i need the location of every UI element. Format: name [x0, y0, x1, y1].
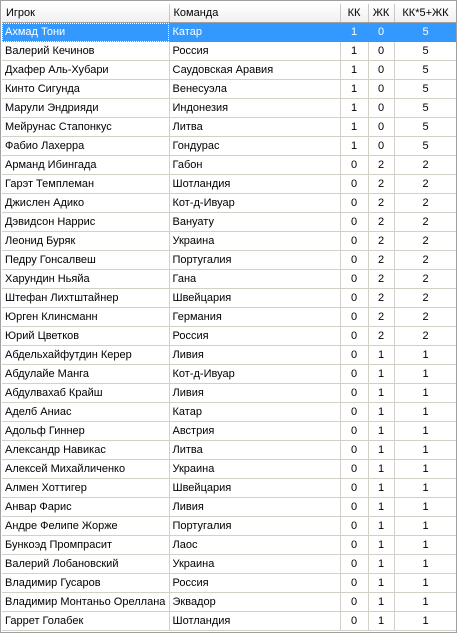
table-row[interactable] [2, 460, 457, 479]
yellow-cards-cell[interactable]: 2 [368, 194, 394, 213]
team-cell[interactable]: Германия [169, 308, 340, 327]
table-row[interactable] [2, 441, 457, 460]
team-cell[interactable]: Катар [169, 403, 340, 422]
yellow-cards-cell[interactable]: 2 [368, 213, 394, 232]
red-cards-cell[interactable]: 0 [340, 574, 368, 593]
player-name-cell[interactable]: Ахмад Тони [2, 23, 169, 42]
team-cell[interactable]: Кот-д-Ивуар [169, 194, 340, 213]
yellow-cards-cell[interactable]: 0 [368, 118, 394, 137]
team-cell[interactable]: Шотландия [169, 175, 340, 194]
player-name-cell[interactable]: Дэвидсон Наррис [2, 213, 169, 232]
table-row[interactable] [2, 61, 457, 80]
team-cell[interactable]: Вануату [169, 213, 340, 232]
yellow-cards-cell[interactable]: 0 [368, 42, 394, 61]
table-row[interactable] [2, 574, 457, 593]
red-cards-cell[interactable]: 0 [340, 232, 368, 251]
score-cell[interactable]: 5 [394, 23, 457, 42]
team-cell[interactable]: Ливия [169, 346, 340, 365]
table-row[interactable] [2, 80, 457, 99]
team-cell[interactable]: Швейцария [169, 289, 340, 308]
player-name-cell[interactable]: Штефан Лихтштайнер [2, 289, 169, 308]
red-cards-cell[interactable]: 1 [340, 137, 368, 156]
red-cards-cell[interactable]: 0 [340, 593, 368, 612]
player-name-cell[interactable]: Валерий Лобановский [2, 555, 169, 574]
red-cards-cell[interactable]: 0 [340, 175, 368, 194]
score-cell[interactable]: 2 [394, 213, 457, 232]
player-name-cell[interactable]: Леонид Буряк [2, 232, 169, 251]
team-cell[interactable]: Россия [169, 327, 340, 346]
table-row[interactable] [2, 555, 457, 574]
score-cell[interactable]: 1 [394, 384, 457, 403]
player-name-cell[interactable]: Владимир Монтаньо Ореллана [2, 593, 169, 612]
red-cards-cell[interactable]: 0 [340, 251, 368, 270]
player-name-cell[interactable]: Владимир Гусаров [2, 574, 169, 593]
team-cell[interactable]: Шотландия [169, 612, 340, 631]
red-cards-cell[interactable]: 0 [340, 346, 368, 365]
yellow-cards-cell[interactable]: 2 [368, 251, 394, 270]
team-cell[interactable]: Украина [169, 460, 340, 479]
yellow-cards-cell[interactable]: 1 [368, 479, 394, 498]
score-cell[interactable]: 1 [394, 593, 457, 612]
score-cell[interactable]: 2 [394, 289, 457, 308]
table-row[interactable] [2, 175, 457, 194]
table-row[interactable] [2, 99, 457, 118]
table-row[interactable] [2, 536, 457, 555]
yellow-cards-cell[interactable]: 0 [368, 61, 394, 80]
yellow-cards-cell[interactable]: 0 [368, 137, 394, 156]
red-cards-cell[interactable]: 0 [340, 555, 368, 574]
table-row[interactable] [2, 289, 457, 308]
score-cell[interactable]: 5 [394, 137, 457, 156]
red-cards-cell[interactable]: 0 [340, 536, 368, 555]
red-cards-cell[interactable]: 1 [340, 61, 368, 80]
player-name-cell[interactable]: Алмен Хоттигер [2, 479, 169, 498]
score-cell[interactable]: 1 [394, 403, 457, 422]
score-cell[interactable]: 2 [394, 175, 457, 194]
column-header-player[interactable]: Игрок [2, 4, 169, 23]
red-cards-cell[interactable]: 0 [340, 289, 368, 308]
yellow-cards-cell[interactable]: 1 [368, 593, 394, 612]
red-cards-cell[interactable]: 0 [340, 460, 368, 479]
score-cell[interactable]: 1 [394, 422, 457, 441]
yellow-cards-cell[interactable]: 2 [368, 270, 394, 289]
column-header-score[interactable]: КК*5+ЖК [394, 4, 457, 23]
score-cell[interactable]: 5 [394, 118, 457, 137]
table-row[interactable] [2, 137, 457, 156]
score-cell[interactable]: 2 [394, 194, 457, 213]
score-cell[interactable]: 1 [394, 441, 457, 460]
player-name-cell[interactable]: Гаррет Голабек [2, 612, 169, 631]
score-cell[interactable]: 5 [394, 80, 457, 99]
score-cell[interactable]: 1 [394, 346, 457, 365]
table-row[interactable] [2, 308, 457, 327]
table-row[interactable] [2, 232, 457, 251]
yellow-cards-cell[interactable]: 1 [368, 460, 394, 479]
player-name-cell[interactable]: Мейрунас Стапонкус [2, 118, 169, 137]
header-row [2, 4, 457, 23]
table-row[interactable] [2, 517, 457, 536]
table-row[interactable] [2, 593, 457, 612]
yellow-cards-cell[interactable]: 0 [368, 80, 394, 99]
column-header-red-cards[interactable]: КК [340, 4, 368, 23]
red-cards-cell[interactable]: 0 [340, 327, 368, 346]
score-cell[interactable]: 2 [394, 232, 457, 251]
yellow-cards-cell[interactable]: 2 [368, 175, 394, 194]
yellow-cards-cell[interactable]: 1 [368, 574, 394, 593]
red-cards-cell[interactable]: 0 [340, 612, 368, 631]
score-cell[interactable]: 2 [394, 327, 457, 346]
player-name-cell[interactable]: Педру Гонсалвеш [2, 251, 169, 270]
red-cards-cell[interactable]: 0 [340, 498, 368, 517]
score-cell[interactable]: 1 [394, 517, 457, 536]
score-cell[interactable]: 1 [394, 574, 457, 593]
team-cell[interactable]: Ливия [169, 498, 340, 517]
player-name-cell[interactable]: Аделб Аниас [2, 403, 169, 422]
player-name-cell[interactable]: Кинто Сигунда [2, 80, 169, 99]
team-cell[interactable]: Саудовская Аравия [169, 61, 340, 80]
score-cell[interactable]: 5 [394, 61, 457, 80]
player-name-cell[interactable]: Андре Фелипе Жорже [2, 517, 169, 536]
yellow-cards-cell[interactable]: 2 [368, 308, 394, 327]
red-cards-cell[interactable]: 1 [340, 118, 368, 137]
red-cards-cell[interactable]: 1 [340, 80, 368, 99]
yellow-cards-cell[interactable]: 1 [368, 422, 394, 441]
red-cards-cell[interactable]: 1 [340, 99, 368, 118]
score-cell[interactable]: 5 [394, 42, 457, 61]
score-cell[interactable]: 1 [394, 555, 457, 574]
player-name-cell[interactable]: Валерий Кечинов [2, 42, 169, 61]
yellow-cards-cell[interactable]: 1 [368, 517, 394, 536]
table-row[interactable] [2, 194, 457, 213]
table-row[interactable] [2, 42, 457, 61]
table-body [2, 23, 457, 631]
team-cell[interactable]: Эквадор [169, 593, 340, 612]
team-cell[interactable]: Украина [169, 232, 340, 251]
player-name-cell[interactable]: Адольф Гиннер [2, 422, 169, 441]
player-name-cell[interactable]: Анвар Фарис [2, 498, 169, 517]
yellow-cards-cell[interactable]: 0 [368, 99, 394, 118]
table-row[interactable] [2, 23, 457, 42]
table-row[interactable] [2, 156, 457, 175]
team-cell[interactable]: Гондурас [169, 137, 340, 156]
column-header-team[interactable]: Команда [169, 4, 340, 23]
red-cards-cell[interactable]: 0 [340, 479, 368, 498]
table-row[interactable] [2, 365, 457, 384]
table-row[interactable] [2, 327, 457, 346]
red-cards-cell[interactable]: 0 [340, 270, 368, 289]
yellow-cards-cell[interactable]: 1 [368, 384, 394, 403]
player-name-cell[interactable]: Марули Эндрияди [2, 99, 169, 118]
table-row[interactable] [2, 612, 457, 631]
cards-table [2, 4, 457, 631]
score-cell[interactable]: 1 [394, 536, 457, 555]
player-name-cell[interactable]: Александр Навикас [2, 441, 169, 460]
red-cards-cell[interactable]: 0 [340, 384, 368, 403]
score-cell[interactable]: 2 [394, 251, 457, 270]
table-row[interactable] [2, 251, 457, 270]
player-name-cell[interactable]: Юрий Цветков [2, 327, 169, 346]
team-cell[interactable]: Португалия [169, 251, 340, 270]
team-cell[interactable]: Швейцария [169, 479, 340, 498]
yellow-cards-cell[interactable]: 2 [368, 156, 394, 175]
yellow-cards-cell[interactable]: 1 [368, 346, 394, 365]
yellow-cards-cell[interactable]: 1 [368, 441, 394, 460]
yellow-cards-cell[interactable]: 1 [368, 612, 394, 631]
score-cell[interactable]: 1 [394, 365, 457, 384]
team-cell[interactable]: Габон [169, 156, 340, 175]
team-cell[interactable]: Гана [169, 270, 340, 289]
table-row[interactable] [2, 384, 457, 403]
yellow-cards-cell[interactable]: 1 [368, 498, 394, 517]
yellow-cards-cell[interactable]: 1 [368, 365, 394, 384]
table-row[interactable] [2, 479, 457, 498]
team-cell[interactable]: Украина [169, 555, 340, 574]
red-cards-cell[interactable]: 1 [340, 42, 368, 61]
team-cell[interactable]: Индонезия [169, 99, 340, 118]
table-row[interactable] [2, 498, 457, 517]
team-cell[interactable]: Россия [169, 42, 340, 61]
team-cell[interactable]: Австрия [169, 422, 340, 441]
player-name-cell[interactable]: Джислен Адико [2, 194, 169, 213]
team-cell[interactable]: Португалия [169, 517, 340, 536]
yellow-cards-cell[interactable]: 2 [368, 289, 394, 308]
yellow-cards-cell[interactable]: 1 [368, 403, 394, 422]
score-cell[interactable]: 1 [394, 479, 457, 498]
player-name-cell[interactable]: Юрген Клинсманн [2, 308, 169, 327]
red-cards-cell[interactable]: 0 [340, 213, 368, 232]
score-cell[interactable]: 1 [394, 498, 457, 517]
player-name-cell[interactable]: Алексей Михайличенко [2, 460, 169, 479]
red-cards-cell[interactable]: 0 [340, 517, 368, 536]
yellow-cards-cell[interactable]: 1 [368, 536, 394, 555]
player-name-cell[interactable]: Дхафер Аль-Хубари [2, 61, 169, 80]
player-name-cell[interactable]: Гарэт Темплеман [2, 175, 169, 194]
team-cell[interactable]: Россия [169, 574, 340, 593]
score-cell[interactable]: 1 [394, 612, 457, 631]
team-cell[interactable]: Венесуэла [169, 80, 340, 99]
table-row[interactable] [2, 346, 457, 365]
red-cards-cell[interactable]: 0 [340, 422, 368, 441]
yellow-cards-cell[interactable]: 1 [368, 555, 394, 574]
score-cell[interactable]: 2 [394, 156, 457, 175]
player-name-cell[interactable]: Арманд Ибингада [2, 156, 169, 175]
red-cards-cell[interactable]: 0 [340, 156, 368, 175]
yellow-cards-cell[interactable]: 2 [368, 232, 394, 251]
team-cell[interactable]: Литва [169, 441, 340, 460]
table-row[interactable] [2, 422, 457, 441]
team-cell[interactable]: Литва [169, 118, 340, 137]
player-name-cell[interactable]: Абдулвахаб Крайш [2, 384, 169, 403]
red-cards-cell[interactable]: 0 [340, 403, 368, 422]
red-cards-cell[interactable]: 0 [340, 308, 368, 327]
team-cell[interactable]: Катар [169, 23, 340, 42]
score-cell[interactable]: 2 [394, 308, 457, 327]
score-cell[interactable]: 1 [394, 460, 457, 479]
table-row[interactable] [2, 213, 457, 232]
table-row[interactable] [2, 118, 457, 137]
yellow-cards-cell[interactable]: 0 [368, 23, 394, 42]
yellow-cards-cell[interactable]: 2 [368, 327, 394, 346]
score-cell[interactable]: 2 [394, 270, 457, 289]
player-name-cell[interactable]: Абдулайе Манга [2, 365, 169, 384]
player-name-cell[interactable]: Абдельхайфутдин Керер [2, 346, 169, 365]
column-header-yellow-cards[interactable]: ЖК [368, 4, 394, 23]
table-row[interactable] [2, 403, 457, 422]
table-row[interactable] [2, 270, 457, 289]
team-cell[interactable]: Ливия [169, 384, 340, 403]
red-cards-cell[interactable]: 0 [340, 194, 368, 213]
score-cell[interactable]: 5 [394, 99, 457, 118]
player-name-cell[interactable]: Фабио Лахерра [2, 137, 169, 156]
red-cards-cell[interactable]: 0 [340, 441, 368, 460]
red-cards-cell[interactable]: 1 [340, 23, 368, 42]
team-cell[interactable]: Кот-д-Ивуар [169, 365, 340, 384]
team-cell[interactable]: Лаос [169, 536, 340, 555]
player-name-cell[interactable]: Харундин Ньяйа [2, 270, 169, 289]
player-name-cell[interactable]: Бункоэд Промпрасит [2, 536, 169, 555]
red-cards-cell[interactable]: 0 [340, 365, 368, 384]
